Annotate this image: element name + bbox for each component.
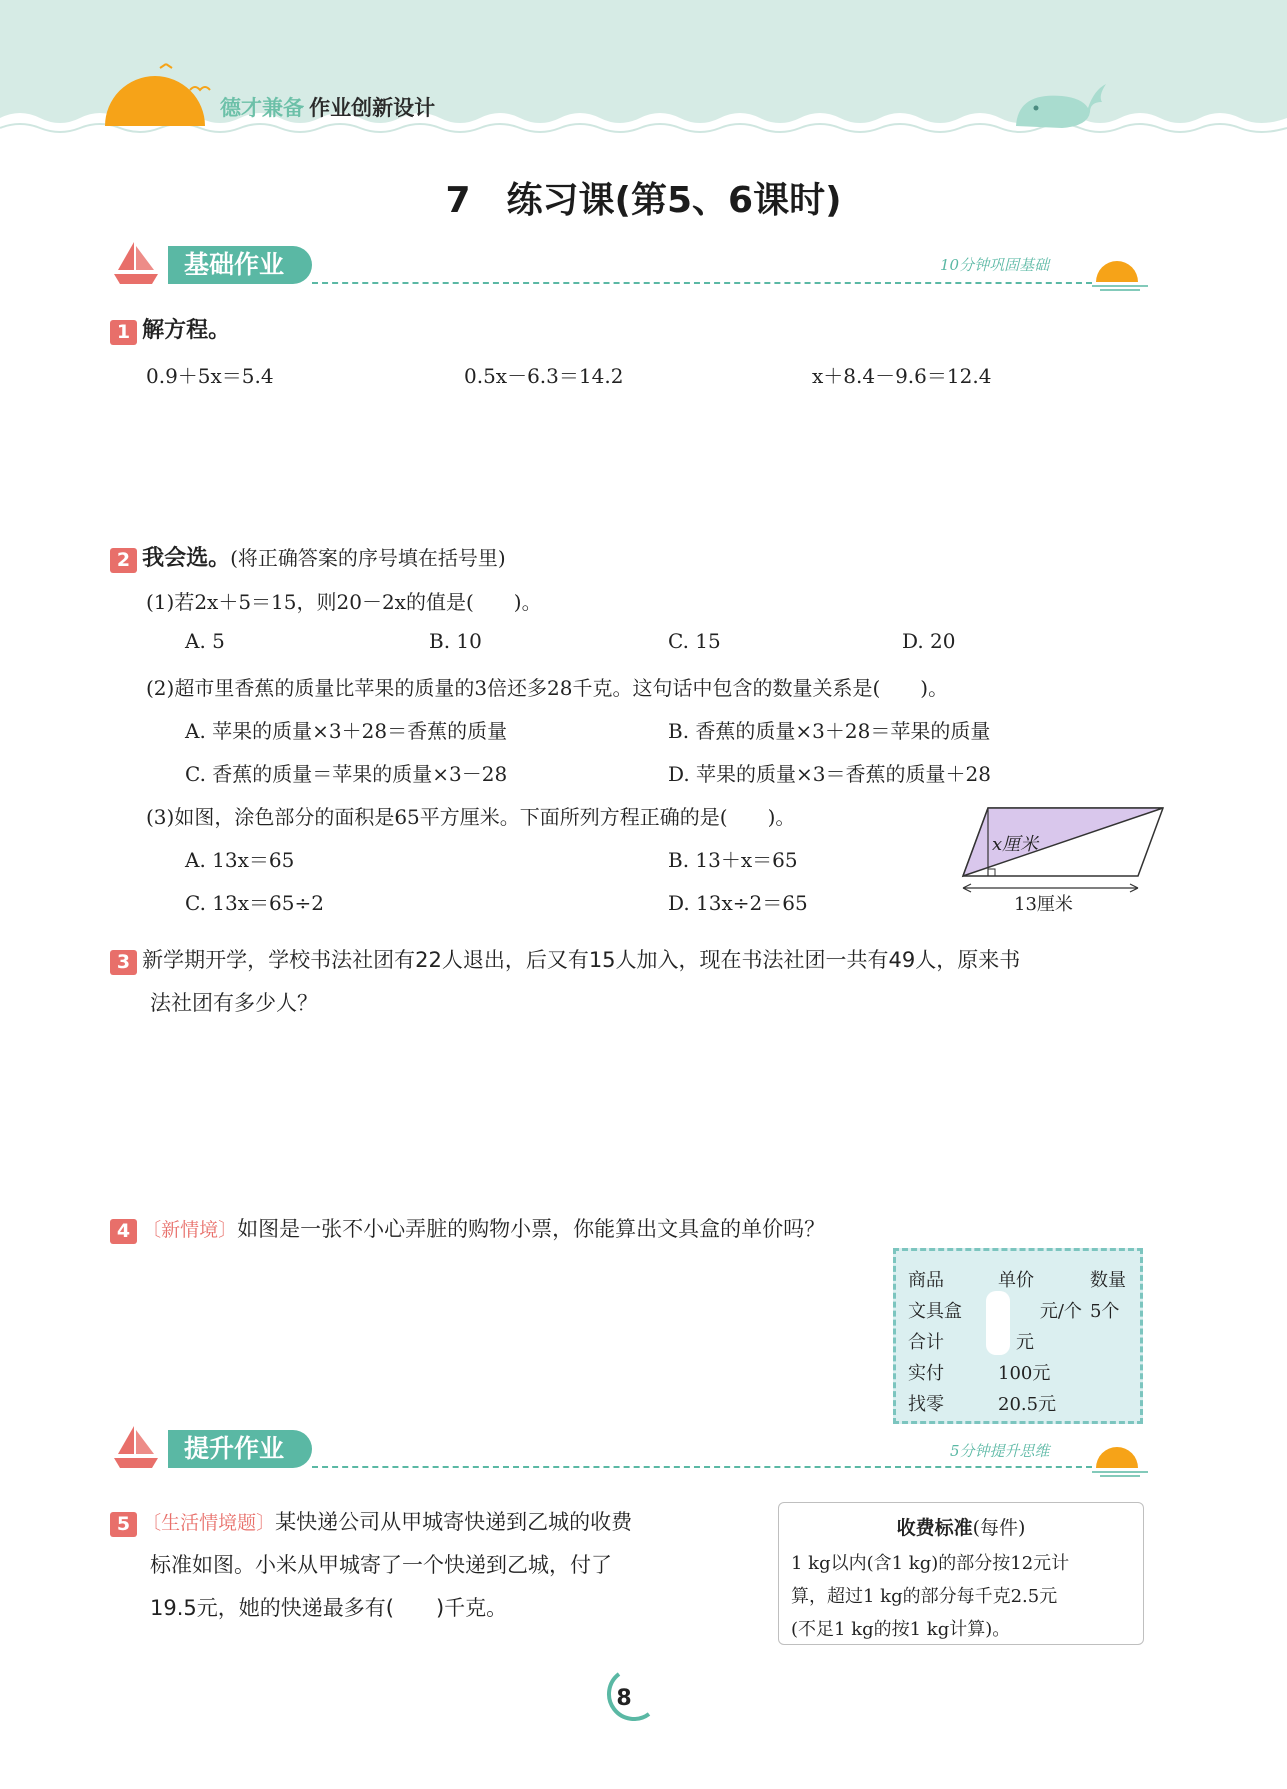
fee-title [779,1513,1143,1540]
q2-sub1-option-c: C. 15 [668,629,721,653]
section-divider [312,282,1092,284]
receipt-cell: 合计 [908,1331,944,1353]
question-1-header [110,313,230,345]
section-divider [312,1466,1092,1468]
q2-sub3-stem: (3)如图，涂色部分的面积是65平方厘米。下面所列方程正确的是( )。 [146,805,796,829]
question-3-line1 [110,944,1020,975]
page-title: 7 练习课(第5、6课时) [445,180,842,221]
section-label: 提升作业 [168,1430,312,1468]
question-number: 5 [110,1512,137,1537]
receipt-header-price: 单价 [998,1269,1034,1291]
question-text: 某快递公司从甲城寄快递到乙城的收费 [275,1510,633,1534]
q2-sub1-option-b: B. 10 [429,629,482,653]
whale-icon [1010,78,1110,130]
equation-1: 0.9＋5x＝5.4 [146,364,274,388]
brand-name [220,92,435,122]
section-banner-advanced [112,1430,1152,1472]
figure-base-label: 13厘米 [1014,894,1073,915]
question-number: 2 [110,548,137,573]
sun-icon [1092,1438,1152,1478]
question-text: 如图是一张不小心弄脏的购物小票，你能算出文具盒的单价吗？ [237,1217,826,1241]
receipt-cell: 实付 [908,1362,944,1384]
question-2-header [110,541,506,573]
equation-2: 0.5x－6.3＝14.2 [464,364,624,388]
question-number: 4 [110,1219,137,1244]
fee-title-text: 收费标准 [896,1517,973,1539]
bird-icon [188,82,214,96]
fee-title-suffix: (每件) [972,1517,1026,1539]
section-banner-basic [112,246,1152,288]
header-band [0,0,1287,150]
fee-line-1: 1 kg以内(含1 kg)的部分按12元计 [791,1553,1070,1574]
question-title: 我会选。 [142,546,231,571]
fee-body [791,1547,1133,1646]
q2-sub2-stem: (2)超市里香蕉的质量比苹果的质量的3倍还多28千克。这句话中包含的数量关系是( )。 [146,676,949,700]
question-5-line2: 标准如图。小米从甲城寄了一个快递到乙城，付了 [150,1553,612,1577]
sailboat-icon [112,1422,162,1472]
receipt-cell: 元/个 [1039,1300,1082,1322]
question-number: 3 [110,950,137,975]
question-4-header [110,1213,825,1244]
question-5-line1 [110,1506,632,1537]
q2-sub3-option-a: A. 13x＝65 [185,848,295,872]
brand-black: 作业创新设计 [309,96,436,120]
section-note: 5分钟提升思维 [950,1442,1050,1460]
question-text: 新学期开学，学校书法社团有22人退出，后又有15人加入，现在书法社团一共有49人，原来书 [142,948,1021,972]
page-number: 8 [616,1686,632,1711]
receipt-header-qty: 数量 [1090,1269,1126,1291]
q2-sub1-option-d: D. 20 [902,629,956,653]
receipt [893,1248,1143,1424]
receipt-cell: 100元 [998,1362,1051,1384]
receipt-cell: 20.5元 [998,1393,1057,1415]
q2-sub3-option-c: C. 13x＝65÷2 [185,891,324,915]
q2-sub2-option-c: C. 香蕉的质量＝苹果的质量×3－28 [185,762,508,786]
q2-sub3-option-b: B. 13＋x＝65 [668,848,798,872]
receipt-row-total [908,1325,1126,1356]
question-5-line3: 19.5元，她的快递最多有( )千克。 [150,1596,508,1620]
receipt-row-item [908,1294,1126,1325]
q2-sub2-option-b: B. 香蕉的质量×3＋28＝苹果的质量 [668,719,991,743]
fee-standard-box [778,1502,1144,1645]
receipt-row-change [908,1387,1126,1418]
sailboat-icon [112,238,162,288]
question-tag: 〔新情境〕 [142,1219,238,1241]
sun-icon [1092,252,1152,292]
equation-3: x＋8.4－9.6＝12.4 [812,364,992,388]
receipt-header-item: 商品 [908,1269,944,1291]
question-title: 解方程。 [142,318,231,343]
receipt-cell: 5个 [1090,1300,1120,1322]
question-3-line2: 法社团有多少人？ [150,991,318,1015]
receipt-cell: 找零 [908,1393,944,1415]
fee-line-3: (不足1 kg的按1 kg计算)。 [791,1619,1011,1640]
receipt-cell: 文具盒 [908,1300,962,1322]
q2-sub2-option-a: A. 苹果的质量×3＋28＝香蕉的质量 [185,719,508,743]
figure-height-label: x厘米 [992,834,1039,855]
q2-sub2-option-d: D. 苹果的质量×3＝香蕉的质量＋28 [668,762,991,786]
brand-green: 德才兼备 [220,96,304,120]
receipt-row-paid [908,1356,1126,1387]
section-label: 基础作业 [168,246,312,284]
q2-sub3-option-d: D. 13x÷2＝65 [668,891,808,915]
question-tag: 〔生活情境题〕 [142,1512,276,1534]
receipt-cell: 元 [1016,1331,1034,1353]
question-instruction: (将正确答案的序号填在括号里) [230,546,506,570]
q2-sub1-stem: (1)若2x＋5＝15，则20－2x的值是( )。 [146,590,542,614]
question-number: 1 [110,320,137,345]
receipt-table [908,1263,1126,1418]
q2-sub1-option-a: A. 5 [185,629,225,653]
fee-line-2: 算，超过1 kg的部分每千克2.5元 [791,1586,1058,1607]
receipt-header-row [908,1263,1126,1294]
section-note: 10分钟巩固基础 [940,256,1050,274]
stain-mark [986,1291,1010,1355]
